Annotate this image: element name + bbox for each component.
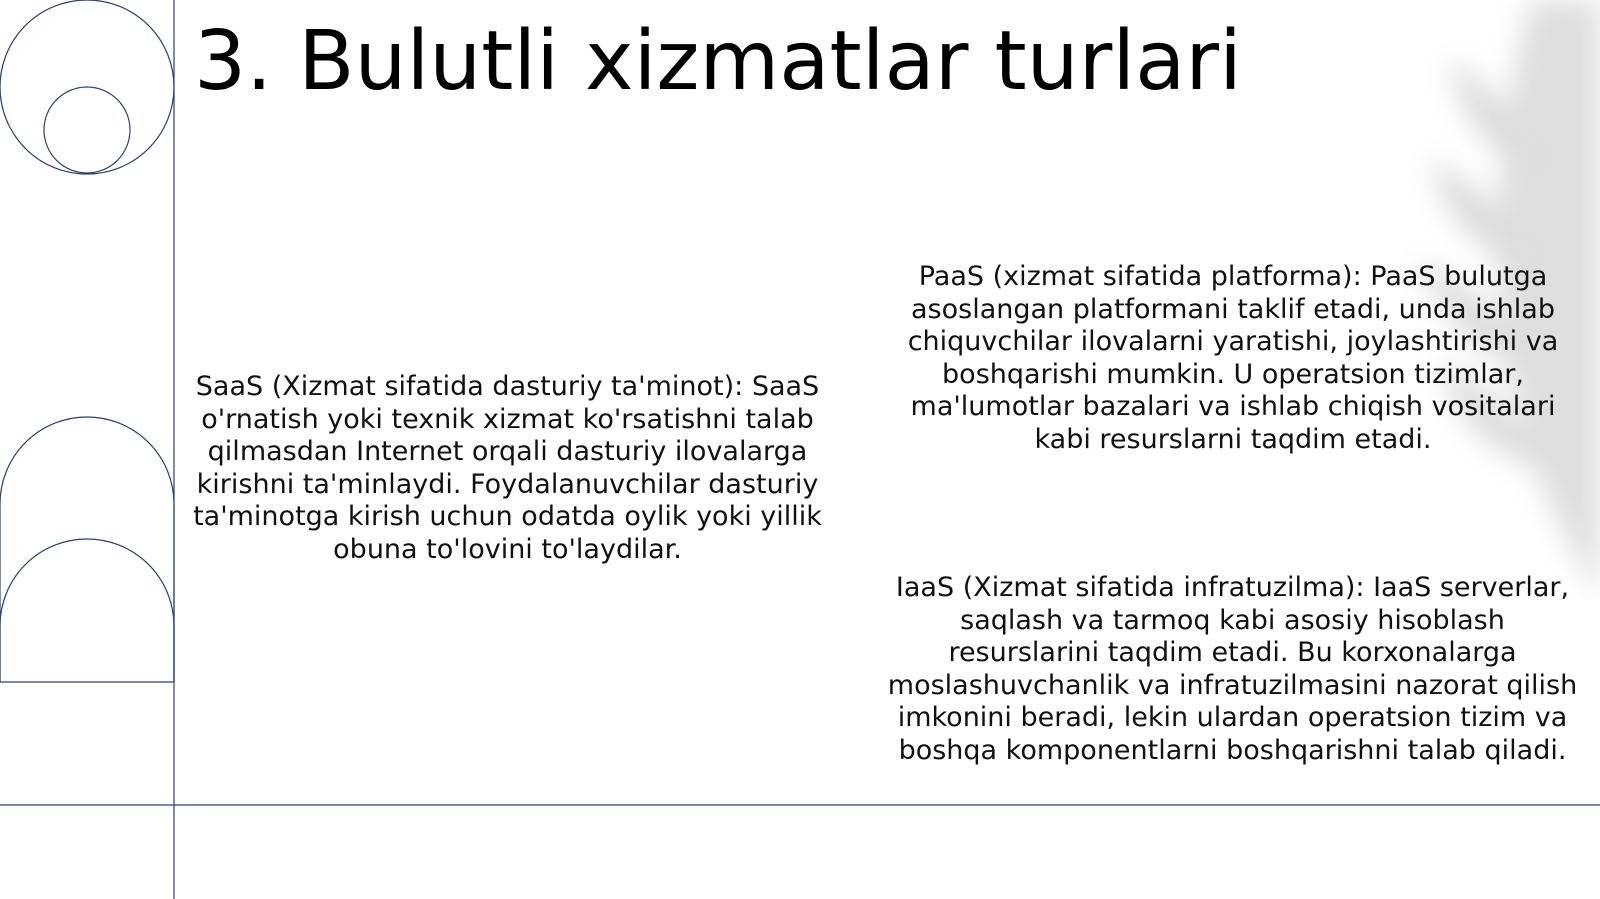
upper-arch-outline-icon bbox=[0, 417, 174, 682]
iaas-paragraph: IaaS (Xizmat sifatida infratuzilma): IaaS serverlar, saqlash va tarmoq kabi asosiy hisoblash resurslarini taqdim etadi. Bu korxonalarga moslashuvchanlik va infratuzilmasini nazorat qilish imkonini beradi, lekin ulardan operatsion tizim va boshqa komponentlarni boshqarishni talab qiladi. bbox=[887, 572, 1578, 766]
paas-paragraph: PaaS (xizmat sifatida platforma): PaaS bulutga asoslangan platformani taklif etadi, unda ishlab chiquvchilar ilovalarni yaratishi, joylashtirishi va boshqarishi mumkin. U operatsion tizimlar, ma'lumotlar bazalari va ishlab chiqish vositalari kabi resurslarni taqdim etadi. bbox=[907, 261, 1559, 455]
lower-arch-outline-icon bbox=[0, 539, 174, 682]
page-title: 3. Bulutli xizmatlar turlari bbox=[194, 14, 1242, 109]
small-circle-outline-icon bbox=[44, 87, 130, 173]
saas-paragraph: SaaS (Xizmat sifatida dasturiy ta'minot): SaaS o'rnatish yoki texnik xizmat ko'rsatishni talab qilmasdan Internet orqali dasturiy ilovalarga kirishni ta'minlaydi. Foydalanuvchilar dasturiy ta'minotga kirish uchun odatda oylik yoki yillik obuna to'lovini to'laydilar. bbox=[193, 371, 822, 565]
